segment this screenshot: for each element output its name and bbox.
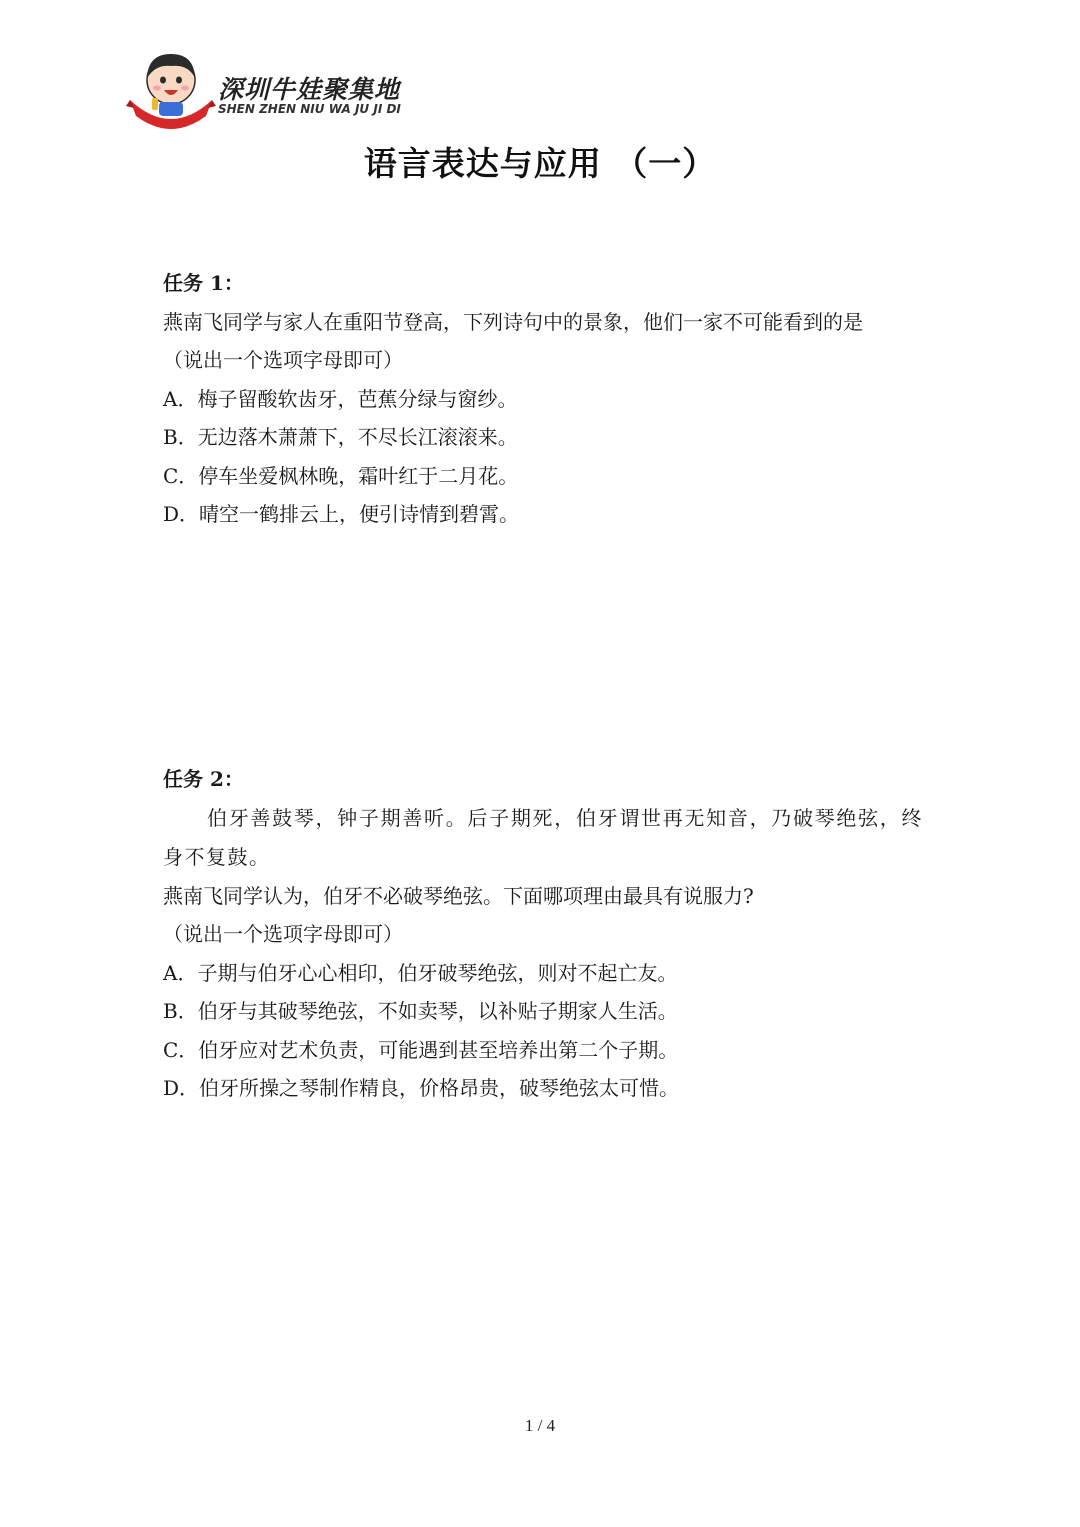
task-1-option-b: B．无边落木萧萧下，不尽长江滚滚来。 [163, 425, 518, 449]
task-2-option-d: D．伯牙所操之琴制作精良，价格昂贵，破琴绝弦太可惜。 [163, 1076, 680, 1100]
logo-chinese-name: 深圳牛娃聚集地 [218, 75, 401, 104]
task-1-option-a: A．梅子留酸软齿牙，芭蕉分绿与窗纱。 [163, 386, 518, 411]
task-1-hint: （说出一个选项字母即可） [163, 348, 403, 372]
task-2-passage: 伯牙善鼓琴，钟子期善听。后子期死，伯牙谓世再无知音，乃破琴绝弦，终身不复鼓。 [163, 805, 923, 869]
task-2-section [163, 760, 923, 1108]
brand-logo [126, 42, 426, 132]
task-2-question: 燕南飞同学认为，伯牙不必破琴绝弦。下面哪项理由最具有说服力? [163, 883, 754, 908]
task-2-option-a: A．子期与伯牙心心相印，伯牙破琴绝弦，则对不起亡友。 [163, 960, 678, 985]
task-2-option-c: C．伯牙应对艺术负责，可能遇到甚至培养出第二个子期。 [163, 1037, 679, 1062]
task-2-heading: 任务 2： [163, 767, 244, 791]
task-1-heading: 任务 1： [163, 271, 244, 295]
logo-english-name: SHEN ZHEN NIU WA JU JI DI [218, 102, 401, 116]
page-title: 语言表达与应用 （一） [363, 144, 717, 183]
mascot-logo-icon [126, 42, 216, 132]
task-2-option-b: B．伯牙与其破琴绝弦，不如卖琴，以补贴子期家人生活。 [163, 999, 678, 1023]
task-1-section [163, 264, 923, 534]
page-number: 1 / 4 [524, 1416, 556, 1435]
task-2-hint: （说出一个选项字母即可） [163, 922, 403, 946]
task-1-option-c: C．停车坐爱枫林晚，霜叶红于二月花。 [163, 463, 519, 488]
task-1-question: 燕南飞同学与家人在重阳节登高，下列诗句中的景象，他们一家不可能看到的是 [163, 309, 863, 334]
task-1-option-d: D．晴空一鹤排云上，便引诗情到碧霄。 [163, 502, 520, 526]
